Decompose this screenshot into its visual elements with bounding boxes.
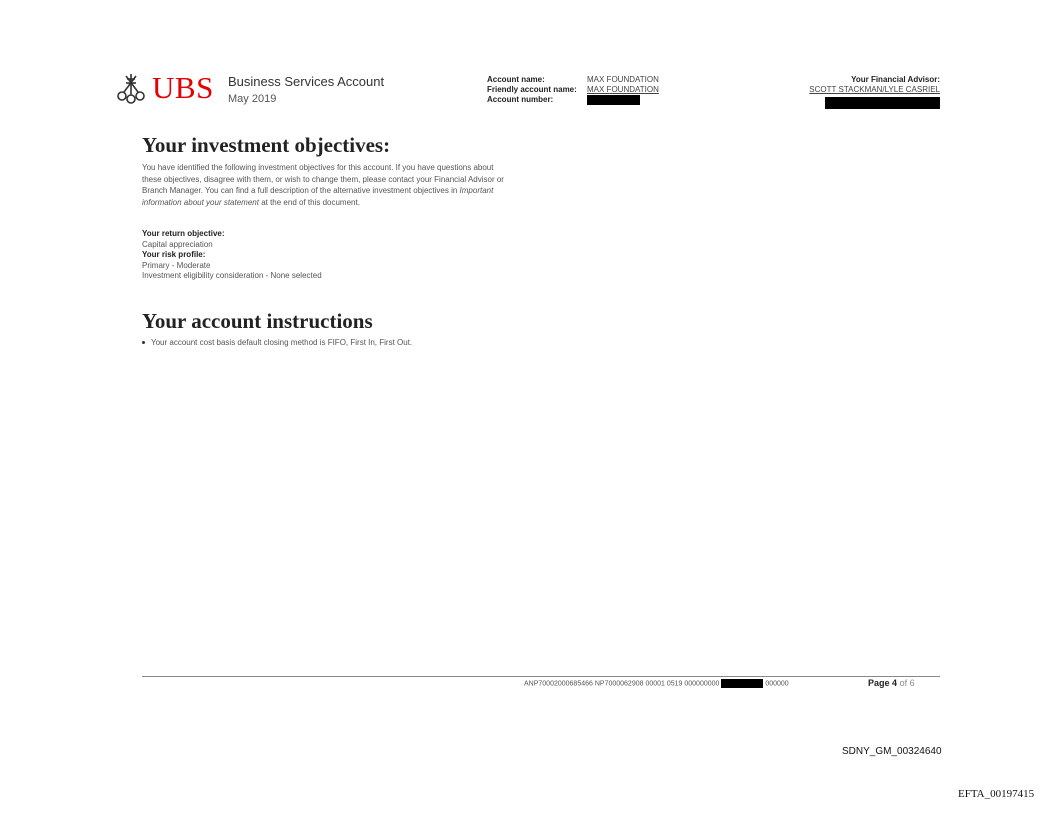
bates-number: SDNY_GM_00324640 [842,746,942,757]
code-redaction [721,679,763,688]
account-name-label: Account name: [487,75,545,84]
account-name-value: MAX FOUNDATION [587,75,659,84]
objectives-heading: Your investment objectives: [142,133,391,157]
advisor-name: SCOTT STACKMAN/LYLE CASRIEL [809,85,940,94]
page-label: Page [868,678,890,688]
intro-italic: Important information about your statement [142,186,494,207]
instructions-heading: Your account instructions [142,309,373,333]
efta-number: EFTA_00197415 [958,788,1035,800]
account-labels [487,75,577,105]
risk-profile-value: Primary - Moderate [142,260,211,270]
objectives-intro [142,162,514,208]
account-values [587,75,659,105]
brand-name: UBS [152,70,214,105]
page-current: 4 [892,678,898,688]
three-keys-icon [114,71,148,105]
account-number-redaction [587,95,640,105]
statement-date: May 2019 [228,93,277,105]
document-code [524,679,789,688]
objectives-details [142,229,322,282]
intro-end: at the end of this document. [261,197,360,207]
financial-advisor [809,75,940,109]
friendly-name-value: MAX FOUNDATION [587,85,659,94]
eligibility-consideration: Investment eligibility consideration - None selected [142,271,322,280]
page-total: of 6 [899,678,915,688]
bullet-icon [142,341,145,344]
document-title: Business Services Account [228,74,385,89]
document-code-left: ANP70002000685466 NP7000062908 00001 0519 000000000 [524,680,720,688]
return-objective-label: Your return objective: [142,229,225,238]
return-objective-value: Capital appreciation [142,239,213,249]
footer-divider [142,676,940,677]
document-code-right: 000000 [765,680,789,688]
account-number-label: Account number: [487,95,554,104]
page-number [868,678,915,688]
friendly-name-label: Friendly account name: [487,85,577,94]
ubs-logo [114,71,234,105]
risk-profile-label: Your risk profile: [142,250,206,259]
instruction-text: Your account cost basis default closing method is FIFO, First In, First Out. [151,338,413,347]
instruction-item [142,338,412,347]
advisor-redaction [825,97,940,109]
intro-text: You have identified the following investment objectives for this account. If you have questions about these objectives, disagree with them, or wish to change them, please contact your Financial Advisor or Branch Manager. You can find a full description of the alternative investment objectives in [142,163,504,195]
advisor-label: Your Financial Advisor: [851,75,940,84]
